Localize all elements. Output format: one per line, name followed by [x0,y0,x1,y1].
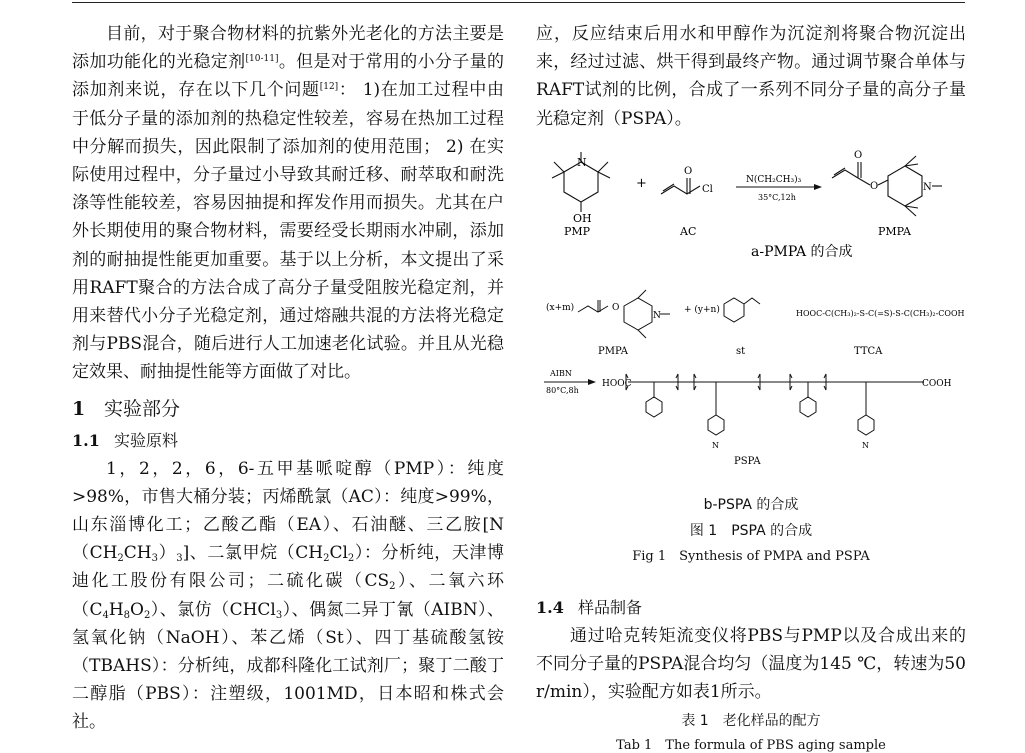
pmpa-carbonyl-oxygen: O [854,150,863,161]
pspa-polymer-structure [626,374,924,435]
conditions-a: 35°C,12h [758,193,796,202]
subsection-heading-sample-prep [536,594,966,622]
scheme-a-caption: a-PMPA 的合成 [751,244,853,260]
intro-text-a: 目前，对于聚合物材料的抗紫外光老化的方法主要是添加功能化的光稳定剂 [72,24,504,73]
label-pmp: PMP [564,225,591,238]
right-column-top [536,20,966,133]
subsection-heading-materials [72,427,504,455]
pspa-cooh-end: COOH [922,379,952,389]
subsection-title-sample-prep: 样品制备 [578,598,643,617]
arrowhead-b [588,379,596,385]
scheme-b-pspa-synthesis [536,282,966,482]
pmpa-monomer-oxygen: O [612,303,620,313]
pmpa-nitrogen: N [923,182,932,193]
label-pmpa: PMPA [878,225,911,238]
subsection-number-1-4: 1.4 [536,598,564,617]
intro-text-b: 。但是对于常用的小分子量的添加剂来说，存在以下几个问题 [72,52,505,101]
pspa-nitrogen-left: N [712,441,719,450]
conditions-b: 80°C,8h [546,386,579,395]
sample-prep-paragraph: 通过哈克转矩流变仪将PBS与PMP以及合成出来的不同分子量的PSPA混合均匀（温度为145 ℃，转速为50 r/min），实验配方如表1所示。 [536,626,966,703]
pmpa-monomer-nitrogen: N [653,311,661,321]
coefficient-y-n: + (y+n) [684,305,720,315]
label-pmpa-b: PMPA [598,346,628,357]
materials-paragraph: 1，2，2，6，6-五甲基哌啶醇（PMP）：纯度>98%，市售大桶分装；丙烯酰氯（AC）：纯度>99%，山东淄博化工；乙酸乙酯（EA）、石油醚、三乙胺$[N(CH_2CH_3)_3]$、二氯甲烷$(CH_2Cl_2)$：分析纯，天津博迪化工股份有限公司；二硫化碳$(CS_2)$、二氧六环$(C_4H_8O_2)$、氯仿（CHCl$_3$）、偶氮二异丁氰（AIBN）、氢氧化钠（NaOH）、苯乙烯（St）、四丁基硫酸氢铵（TBAHS）：分析纯，成都科隆化工试剂厂；聚丁二酸丁二醇脂（PBS）：注塑级，1001MD，日本昭和株式会社。 [72,458,505,733]
label-pspa: PSPA [734,456,761,467]
header-rule [72,2,965,3]
plus-sign-a: + [636,176,647,191]
label-ttca: TTCA [854,346,883,357]
scheme-a-pmpa-synthesis [536,142,966,262]
section-heading-experimental [72,393,504,425]
label-st: st [736,346,746,357]
table-caption-en: Tab 1 The formula of PBS aging sample [616,738,886,753]
left-column [72,20,504,737]
styrene-monomer [724,298,760,322]
section-number: 1 [72,397,86,420]
pspa-nitrogen-right: N [862,441,869,450]
subsection-title: 实验原料 [114,430,179,450]
subsection-number: 1.1 [72,430,100,450]
pspa-hooc-end: HOOC [602,379,632,389]
pmp-nitrogen: N [577,156,587,169]
ac-structure [661,178,700,194]
coefficient-x-m: (x+m) [546,303,575,313]
label-ac: AC [680,225,697,238]
pmp-hydroxyl: OH [573,212,592,225]
reagent-aibn: AIBN [550,369,572,378]
right-continuation-paragraph: 应，反应结束后用水和甲醇作为沉淀剂将聚合物沉淀出来，经过过滤、烘干得到最终产物。通过调节聚合单体与RAFT试剂的比例，合成了一系列不同分子量的高分子量光稳定剂（PSPA）。 [536,24,966,129]
table-caption-cn: 表 1 老化样品的配方 [681,713,821,729]
pmpa-ester-oxygen: O [870,181,879,192]
citation-10-11: [10-11] [245,54,279,65]
arrowhead-a [814,184,822,190]
intro-text-c: ： 1)在加工过程中由于低分子量的添加剂的热稳定性较差，容易在热加工过程中分解而损失，因此限制了添加剂的使用范围； 2) 在实际使用过程中，分子量过小导致其耐迁移、耐萃取和耐洗涤等性能较差，容易因抽提和挥发作用而损失。尤其在户外长期使用的聚合物材料，需要经受长期雨水冲刷，添加剂的耐抽提性能更加重要。基于以上分析，本文提出了采用RAFT聚合的方法合成了高分子量受阻胺光稳定剂，并用来替代小分子光稳定剂，通过熔融共混的方法将光稳定剂与PBS混合，随后进行人工加速老化试验。并且从光稳定效果、耐抽提性能等方面做了对比。 [72,80,504,383]
ac-oxygen: O [684,166,693,177]
section-title: 实验部分 [104,397,181,420]
ac-chlorine: Cl [702,184,713,195]
ttca-formula: HOOC-C(CH₃)₂-S-C(=S)-S-C(CH₃)₂-COOH [796,309,965,318]
citation-12: [12] [319,82,339,93]
figure-caption-en: Fig 1 Synthesis of PMPA and PSPA [632,549,870,564]
reagent-triethylamine: N(CH₂CH₃)₃ [746,175,802,185]
figure-caption-cn: 图 1 PSPA 的合成 [689,523,813,539]
scheme-b-caption: b-PSPA 的合成 [703,497,799,513]
intro-paragraph [72,20,504,387]
right-column-bottom [536,594,966,707]
